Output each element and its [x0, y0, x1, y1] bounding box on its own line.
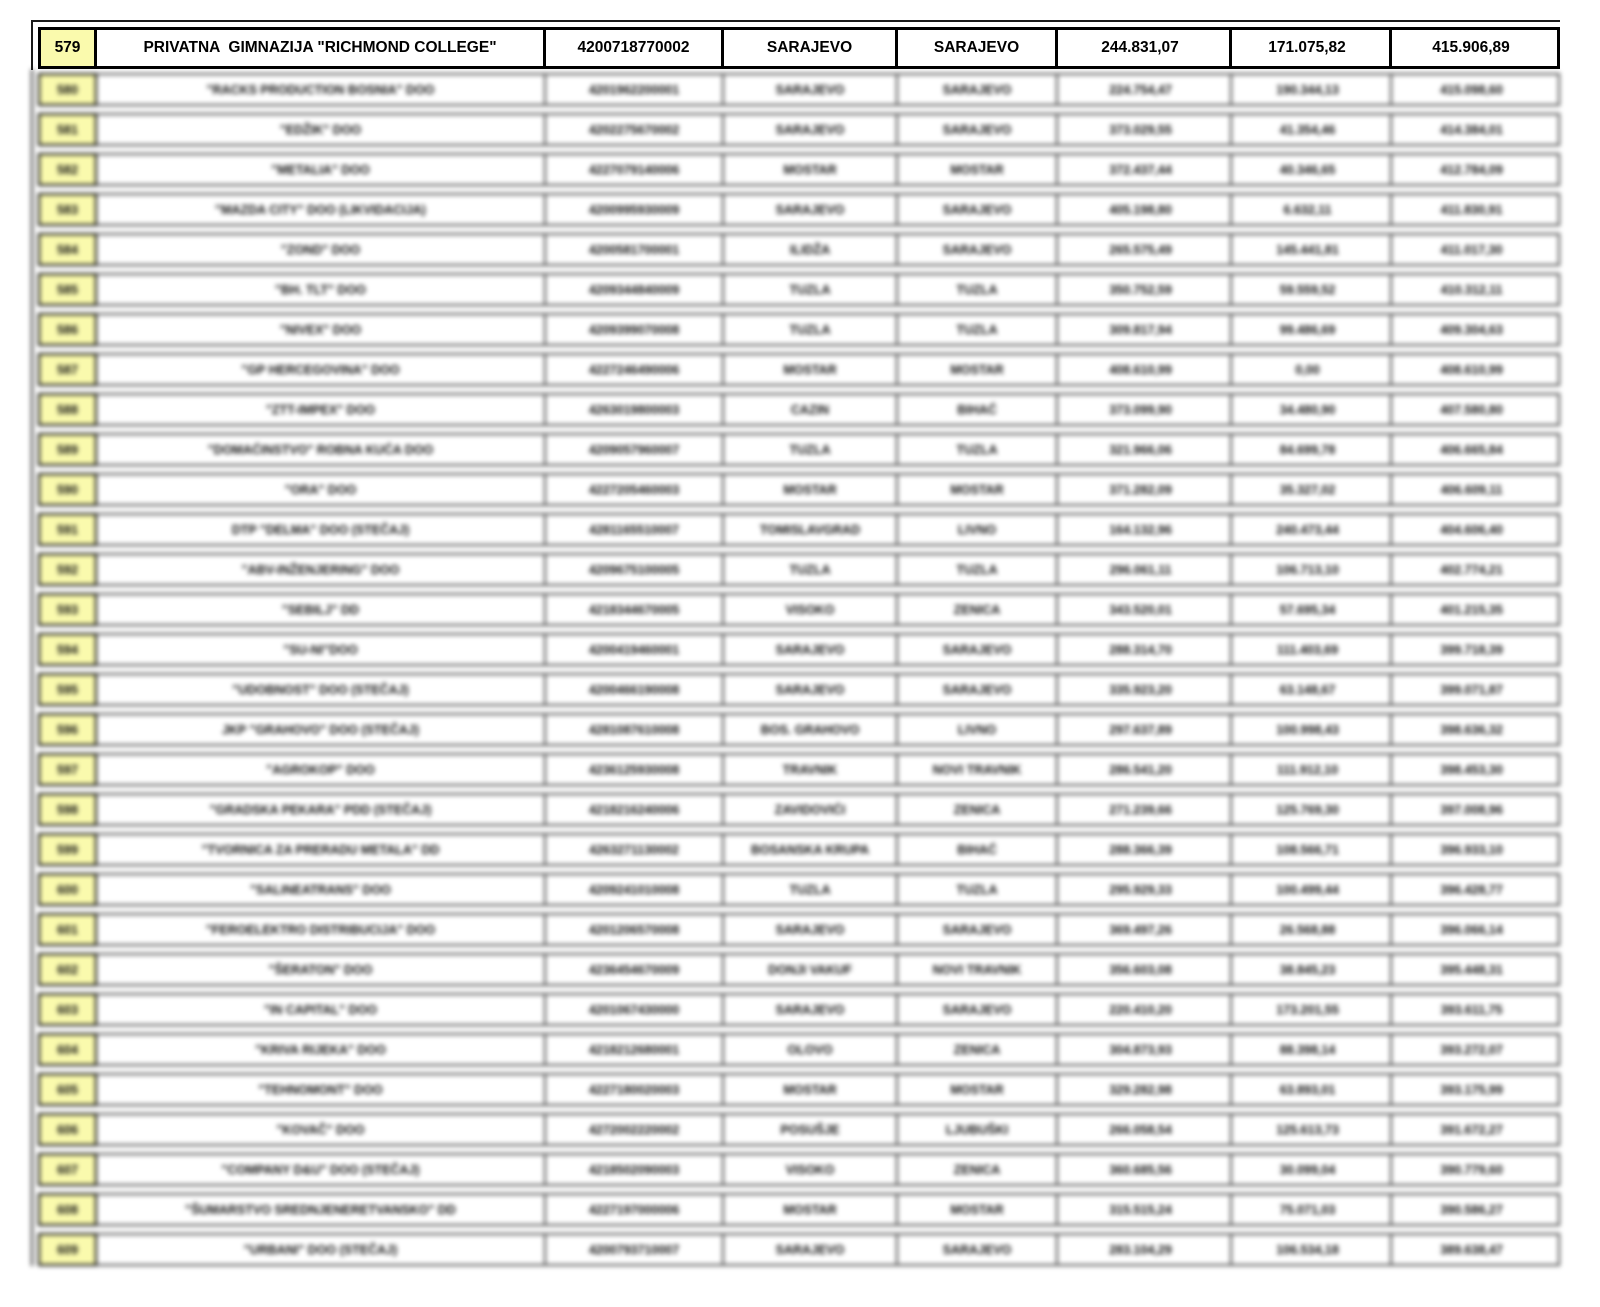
row-number-cell: 588 [38, 393, 97, 426]
municipality-cell: SARAJEVO [724, 27, 898, 69]
id-number-cell: 4227079140006 [546, 153, 724, 186]
municipality-cell: SARAJEVO [724, 913, 898, 946]
amount2-cell: 100.499,44 [1232, 873, 1392, 906]
municipality-cell: ZAVIDOVIĆI [724, 793, 898, 826]
row-number-cell: 606 [38, 1113, 97, 1146]
municipality-cell: TUZLA [724, 313, 898, 346]
company-name-cell: "ŠUMARSTVO SREDNJENERETVANSKO" DD [97, 1193, 546, 1226]
canton-cell: MOSTAR [898, 153, 1058, 186]
canton-cell: SARAJEVO [898, 1233, 1058, 1266]
municipality-cell: SARAJEVO [724, 73, 898, 106]
amount2-cell: 240.473,44 [1232, 513, 1392, 546]
canton-cell: SARAJEVO [898, 27, 1058, 69]
table-row[interactable] [38, 553, 1560, 586]
amount3-cell: 411.017,30 [1392, 233, 1560, 266]
amount2-cell: 63.148,67 [1232, 673, 1392, 706]
amount2-cell: 88.398,14 [1232, 1033, 1392, 1066]
company-name-cell: "KOVAČ" DOO [97, 1113, 546, 1146]
amount2-cell: 171.075,82 [1232, 27, 1392, 69]
row-number-cell: 591 [38, 513, 97, 546]
amount3-cell: 401.215,35 [1392, 593, 1560, 626]
amount3-cell: 410.312,11 [1392, 273, 1560, 306]
row-number-cell: 596 [38, 713, 97, 746]
amount3-cell: 399.718,39 [1392, 633, 1560, 666]
amount3-cell: 407.580,80 [1392, 393, 1560, 426]
table-row[interactable] [38, 393, 1560, 426]
amount2-cell: 125.769,30 [1232, 793, 1392, 826]
municipality-cell: POSUŠJE [724, 1113, 898, 1146]
amount1-cell: 356.603,08 [1058, 953, 1232, 986]
id-number-cell: 4281165510007 [546, 513, 724, 546]
canton-cell: BIHAĆ [898, 393, 1058, 426]
company-name-cell: "RACKS PRODUCTION BOSNIA" DOO [97, 73, 546, 106]
canton-cell: MOSTAR [898, 353, 1058, 386]
row-number-cell: 597 [38, 753, 97, 786]
municipality-cell: SARAJEVO [724, 1233, 898, 1266]
company-name-cell: "IN CAPITAL" DOO [97, 993, 546, 1026]
row-number-cell: 605 [38, 1073, 97, 1106]
amount2-cell: 173.201,55 [1232, 993, 1392, 1026]
canton-cell: SARAJEVO [898, 993, 1058, 1026]
amount1-cell: 224.754,47 [1058, 73, 1232, 106]
canton-cell: SARAJEVO [898, 73, 1058, 106]
amount2-cell: 108.566,71 [1232, 833, 1392, 866]
companies-ranking-table [38, 27, 1560, 1273]
municipality-cell: SARAJEVO [724, 193, 898, 226]
amount3-cell: 389.638,47 [1392, 1233, 1560, 1266]
amount1-cell: 329.282,98 [1058, 1073, 1232, 1106]
table-row[interactable] [38, 873, 1560, 906]
id-number-cell: 4200466190008 [546, 673, 724, 706]
amount2-cell: 100.998,43 [1232, 713, 1392, 746]
amount1-cell: 296.061,11 [1058, 553, 1232, 586]
row-number-cell: 579 [38, 27, 97, 69]
row-number-cell: 581 [38, 113, 97, 146]
amount1-cell: 405.198,80 [1058, 193, 1232, 226]
municipality-cell: SARAJEVO [724, 113, 898, 146]
id-number-cell: 4281087610008 [546, 713, 724, 746]
amount1-cell: 350.752,59 [1058, 273, 1232, 306]
canton-cell: ZENICA [898, 1153, 1058, 1186]
amount3-cell: 411.830,91 [1392, 193, 1560, 226]
row-number-cell: 587 [38, 353, 97, 386]
id-number-cell: 4200995930009 [546, 193, 724, 226]
amount2-cell: 145.441,81 [1232, 233, 1392, 266]
row-number-cell: 584 [38, 233, 97, 266]
table-row[interactable] [38, 473, 1560, 506]
id-number-cell: 4200581700001 [546, 233, 724, 266]
id-number-cell: 4263271130002 [546, 833, 724, 866]
id-number-cell: 4227205460003 [546, 473, 724, 506]
amount2-cell: 57.695,34 [1232, 593, 1392, 626]
amount3-cell: 393.175,99 [1392, 1073, 1560, 1106]
company-name-cell: "URBANI" DOO (STEČAJ) [97, 1233, 546, 1266]
canton-cell: BIHAĆ [898, 833, 1058, 866]
amount2-cell: 35.327,02 [1232, 473, 1392, 506]
id-number-cell: 4200419460001 [546, 633, 724, 666]
id-number-cell: 4236454670009 [546, 953, 724, 986]
amount3-cell: 390.779,60 [1392, 1153, 1560, 1186]
company-name-cell: "UDOBNOST" DOO (STEČAJ) [97, 673, 546, 706]
table-row[interactable] [38, 593, 1560, 626]
company-name-cell: "METALIA" DOO [97, 153, 546, 186]
amount1-cell: 321.966,06 [1058, 433, 1232, 466]
table-row[interactable] [38, 73, 1560, 106]
amount3-cell: 390.586,27 [1392, 1193, 1560, 1226]
company-name-cell: "ŠERATON" DOO [97, 953, 546, 986]
amount1-cell: 288.366,39 [1058, 833, 1232, 866]
municipality-cell: MOSTAR [724, 1193, 898, 1226]
company-name-cell: "ZTT-IMPEX" DOO [97, 393, 546, 426]
id-number-cell: 4218344670005 [546, 593, 724, 626]
canton-cell: ZENICA [898, 1033, 1058, 1066]
amount2-cell: 111.912,10 [1232, 753, 1392, 786]
id-number-cell: 4218502090003 [546, 1153, 724, 1186]
amount1-cell: 369.497,26 [1058, 913, 1232, 946]
municipality-cell: TOMISLAVGRAD [724, 513, 898, 546]
canton-cell: SARAJEVO [898, 113, 1058, 146]
row-number-cell: 609 [38, 1233, 97, 1266]
company-name-cell: "FEROELEKTRO DISTRIBUCIJA" DOO [97, 913, 546, 946]
amount1-cell: 373.099,90 [1058, 393, 1232, 426]
canton-cell: SARAJEVO [898, 913, 1058, 946]
amount2-cell: 6.632,11 [1232, 193, 1392, 226]
amount2-cell: 40.346,65 [1232, 153, 1392, 186]
amount1-cell: 360.685,56 [1058, 1153, 1232, 1186]
municipality-cell: MOSTAR [724, 473, 898, 506]
row-number-cell: 589 [38, 433, 97, 466]
canton-cell: SARAJEVO [898, 193, 1058, 226]
municipality-cell: VISOKO [724, 593, 898, 626]
amount1-cell: 265.575,49 [1058, 233, 1232, 266]
municipality-cell: BOSANSKA KRUPA [724, 833, 898, 866]
amount2-cell: 59.559,52 [1232, 273, 1392, 306]
blurred-rows-region [31, 69, 1560, 1266]
amount3-cell: 395.448,31 [1392, 953, 1560, 986]
amount2-cell: 30.099,04 [1232, 1153, 1392, 1186]
amount2-cell: 106.534,18 [1232, 1233, 1392, 1266]
company-name-cell: "EDŽIK" DOO [97, 113, 546, 146]
amount2-cell: 63.893,01 [1232, 1073, 1392, 1106]
row-number-cell: 593 [38, 593, 97, 626]
id-number-cell: 4227246490006 [546, 353, 724, 386]
company-name-cell: "BH. TLT" DOO [97, 273, 546, 306]
table-row[interactable] [38, 1113, 1560, 1146]
company-name-cell: "AGROKOP" DOO [97, 753, 546, 786]
amount2-cell: 38.845,23 [1232, 953, 1392, 986]
row-number-cell: 586 [38, 313, 97, 346]
company-name-cell: "TEHNOMONT" DOO [97, 1073, 546, 1106]
row-number-cell: 602 [38, 953, 97, 986]
company-name-cell: DTP "DELMA" DOO (STEČAJ) [97, 513, 546, 546]
municipality-cell: DONJI VAKUF [724, 953, 898, 986]
table-row-highlighted[interactable] [38, 27, 1560, 69]
amount3-cell: 396.933,10 [1392, 833, 1560, 866]
amount2-cell: 106.713,10 [1232, 553, 1392, 586]
id-number-cell: 4227180020003 [546, 1073, 724, 1106]
table-outer-left-border [31, 20, 33, 70]
table-row[interactable] [38, 273, 1560, 306]
table-outer-top-border [31, 20, 1560, 22]
canton-cell: TUZLA [898, 433, 1058, 466]
amount2-cell: 111.403,69 [1232, 633, 1392, 666]
id-number-cell: 4209344840009 [546, 273, 724, 306]
table-row[interactable] [38, 513, 1560, 546]
id-number-cell: 4227197000006 [546, 1193, 724, 1226]
amount1-cell: 343.520,01 [1058, 593, 1232, 626]
table-row[interactable] [38, 833, 1560, 866]
table-row[interactable] [38, 753, 1560, 786]
canton-cell: SARAJEVO [898, 673, 1058, 706]
id-number-cell: 4263019800003 [546, 393, 724, 426]
id-number-cell: 4209241010008 [546, 873, 724, 906]
table-row[interactable] [38, 153, 1560, 186]
company-name-cell: "SU-NI"DOO [97, 633, 546, 666]
table-row[interactable] [38, 433, 1560, 466]
amount3-cell: 393.611,75 [1392, 993, 1560, 1026]
table-row[interactable] [38, 713, 1560, 746]
amount3-cell: 404.606,40 [1392, 513, 1560, 546]
municipality-cell: CAZIN [724, 393, 898, 426]
company-name-cell: "SALINEATRANS" DOO [97, 873, 546, 906]
table-row[interactable] [38, 193, 1560, 226]
municipality-cell: TUZLA [724, 433, 898, 466]
table-row[interactable] [38, 1073, 1560, 1106]
row-number-cell: 600 [38, 873, 97, 906]
id-number-cell: 4209399070008 [546, 313, 724, 346]
amount3-cell: 402.774,21 [1392, 553, 1560, 586]
company-name-cell: "COMPANY D&U" DOO (STEČAJ) [97, 1153, 546, 1186]
table-row[interactable] [38, 673, 1560, 706]
table-row[interactable] [38, 953, 1560, 986]
amount1-cell: 266.058,54 [1058, 1113, 1232, 1146]
canton-cell: NOVI TRAVNIK [898, 953, 1058, 986]
amount3-cell: 398.453,30 [1392, 753, 1560, 786]
row-number-cell: 583 [38, 193, 97, 226]
amount3-cell: 414.384,01 [1392, 113, 1560, 146]
id-number-cell: 4209057960007 [546, 433, 724, 466]
table-row[interactable] [38, 1233, 1560, 1266]
amount3-cell: 406.609,11 [1392, 473, 1560, 506]
amount1-cell: 220.410,20 [1058, 993, 1232, 1026]
amount1-cell: 304.873,93 [1058, 1033, 1232, 1066]
company-name-cell: "MAZDA CITY" DOO (LIKVIDACIJA) [97, 193, 546, 226]
company-name-cell: "DOMAĆINSTVO" ROBNA KUĆA DOO [97, 433, 546, 466]
id-number-cell: 4201067430000 [546, 993, 724, 1026]
company-name-cell: "SEBILJ" DD [97, 593, 546, 626]
amount1-cell: 373.029,55 [1058, 113, 1232, 146]
amount3-cell: 408.610,99 [1392, 353, 1560, 386]
row-number-cell: 598 [38, 793, 97, 826]
amount2-cell: 26.568,88 [1232, 913, 1392, 946]
amount1-cell: 372.437,44 [1058, 153, 1232, 186]
company-name-cell: "GRADSKA PEKARA" PDD (STEČAJ) [97, 793, 546, 826]
canton-cell: MOSTAR [898, 473, 1058, 506]
id-number-cell: 4272002220002 [546, 1113, 724, 1146]
row-number-cell: 585 [38, 273, 97, 306]
amount3-cell: 406.665,84 [1392, 433, 1560, 466]
municipality-cell: SARAJEVO [724, 993, 898, 1026]
table-row[interactable] [38, 313, 1560, 346]
row-number-cell: 608 [38, 1193, 97, 1226]
id-number-cell: 4201962200001 [546, 73, 724, 106]
table-row[interactable] [38, 993, 1560, 1026]
amount3-cell: 412.784,09 [1392, 153, 1560, 186]
amount1-cell: 295.929,33 [1058, 873, 1232, 906]
id-number-cell: 4209675100005 [546, 553, 724, 586]
amount1-cell: 297.637,89 [1058, 713, 1232, 746]
canton-cell: LIVNO [898, 513, 1058, 546]
row-number-cell: 604 [38, 1033, 97, 1066]
amount3-cell: 396.066,14 [1392, 913, 1560, 946]
municipality-cell: MOSTAR [724, 153, 898, 186]
municipality-cell: BOS. GRAHOVO [724, 713, 898, 746]
amount3-cell: 399.071,87 [1392, 673, 1560, 706]
row-number-cell: 590 [38, 473, 97, 506]
amount1-cell: 244.831,07 [1058, 27, 1232, 69]
municipality-cell: SARAJEVO [724, 633, 898, 666]
canton-cell: TUZLA [898, 553, 1058, 586]
amount1-cell: 309.817,94 [1058, 313, 1232, 346]
table-row[interactable] [38, 1153, 1560, 1186]
id-number-cell: 4202275670002 [546, 113, 724, 146]
company-name-cell: PRIVATNA GIMNAZIJA "RICHMOND COLLEGE" [97, 27, 546, 69]
canton-cell: ZENICA [898, 593, 1058, 626]
row-number-cell: 580 [38, 73, 97, 106]
canton-cell: TUZLA [898, 273, 1058, 306]
canton-cell: SARAJEVO [898, 633, 1058, 666]
amount3-cell: 415.906,89 [1392, 27, 1560, 69]
canton-cell: TUZLA [898, 313, 1058, 346]
company-name-cell: "ZOND" DOO [97, 233, 546, 266]
amount2-cell: 0,00 [1232, 353, 1392, 386]
id-number-cell: 4218212680001 [546, 1033, 724, 1066]
amount1-cell: 408.610,99 [1058, 353, 1232, 386]
municipality-cell: MOSTAR [724, 1073, 898, 1106]
amount2-cell: 75.071,03 [1232, 1193, 1392, 1226]
amount1-cell: 315.515,24 [1058, 1193, 1232, 1226]
municipality-cell: OLOVO [724, 1033, 898, 1066]
table-row[interactable] [38, 1033, 1560, 1066]
amount3-cell: 396.428,77 [1392, 873, 1560, 906]
amount2-cell: 84.699,78 [1232, 433, 1392, 466]
row-number-cell: 592 [38, 553, 97, 586]
company-name-cell: "TVORNICA ZA PRERADU METALA" DD [97, 833, 546, 866]
municipality-cell: TUZLA [724, 553, 898, 586]
id-number-cell: 4218216240006 [546, 793, 724, 826]
amount2-cell: 190.344,13 [1232, 73, 1392, 106]
municipality-cell: VISOKO [724, 1153, 898, 1186]
table-row[interactable] [38, 113, 1560, 146]
amount1-cell: 335.923,20 [1058, 673, 1232, 706]
amount2-cell: 99.486,69 [1232, 313, 1392, 346]
row-number-cell: 607 [38, 1153, 97, 1186]
row-number-cell: 594 [38, 633, 97, 666]
amount3-cell: 409.304,63 [1392, 313, 1560, 346]
amount2-cell: 41.354,46 [1232, 113, 1392, 146]
municipality-cell: ILIDŽA [724, 233, 898, 266]
company-name-cell: JKP "GRAHOVO" DOO (STEČAJ) [97, 713, 546, 746]
table-row[interactable] [38, 913, 1560, 946]
id-number-cell: 4200793710007 [546, 1233, 724, 1266]
company-name-cell: "ABV-INŽENJERING" DOO [97, 553, 546, 586]
municipality-cell: TUZLA [724, 873, 898, 906]
municipality-cell: MOSTAR [724, 353, 898, 386]
row-number-cell: 599 [38, 833, 97, 866]
canton-cell: ZENICA [898, 793, 1058, 826]
amount1-cell: 271.239,66 [1058, 793, 1232, 826]
canton-cell: SARAJEVO [898, 233, 1058, 266]
amount2-cell: 125.613,73 [1232, 1113, 1392, 1146]
row-number-cell: 582 [38, 153, 97, 186]
canton-cell: MOSTAR [898, 1193, 1058, 1226]
canton-cell: LJUBUŠKI [898, 1113, 1058, 1146]
amount1-cell: 371.282,09 [1058, 473, 1232, 506]
row-number-cell: 603 [38, 993, 97, 1026]
canton-cell: NOVI TRAVNIK [898, 753, 1058, 786]
municipality-cell: TUZLA [724, 273, 898, 306]
id-number-cell: 4201206570008 [546, 913, 724, 946]
canton-cell: LIVNO [898, 713, 1058, 746]
amount1-cell: 283.104,29 [1058, 1233, 1232, 1266]
table-row[interactable] [38, 353, 1560, 386]
table-row[interactable] [38, 1193, 1560, 1226]
row-number-cell: 595 [38, 673, 97, 706]
canton-cell: MOSTAR [898, 1073, 1058, 1106]
table-row[interactable] [38, 793, 1560, 826]
municipality-cell: SARAJEVO [724, 673, 898, 706]
company-name-cell: "NIVEX" DOO [97, 313, 546, 346]
table-row[interactable] [38, 233, 1560, 266]
canton-cell: TUZLA [898, 873, 1058, 906]
amount1-cell: 164.132,96 [1058, 513, 1232, 546]
amount2-cell: 34.480,90 [1232, 393, 1392, 426]
id-number-cell: 4200718770002 [546, 27, 724, 69]
company-name-cell: "ORA" DOO [97, 473, 546, 506]
amount3-cell: 415.098,60 [1392, 73, 1560, 106]
id-number-cell: 4236125930008 [546, 753, 724, 786]
amount1-cell: 288.314,70 [1058, 633, 1232, 666]
row-number-cell: 601 [38, 913, 97, 946]
amount1-cell: 286.541,20 [1058, 753, 1232, 786]
amount3-cell: 391.672,27 [1392, 1113, 1560, 1146]
table-row[interactable] [38, 633, 1560, 666]
amount3-cell: 393.272,07 [1392, 1033, 1560, 1066]
amount3-cell: 398.636,32 [1392, 713, 1560, 746]
company-name-cell: "GP HERCEGOVINA" DOO [97, 353, 546, 386]
amount3-cell: 397.008,96 [1392, 793, 1560, 826]
company-name-cell: "KRIVA RIJEKA" DOO [97, 1033, 546, 1066]
municipality-cell: TRAVNIK [724, 753, 898, 786]
